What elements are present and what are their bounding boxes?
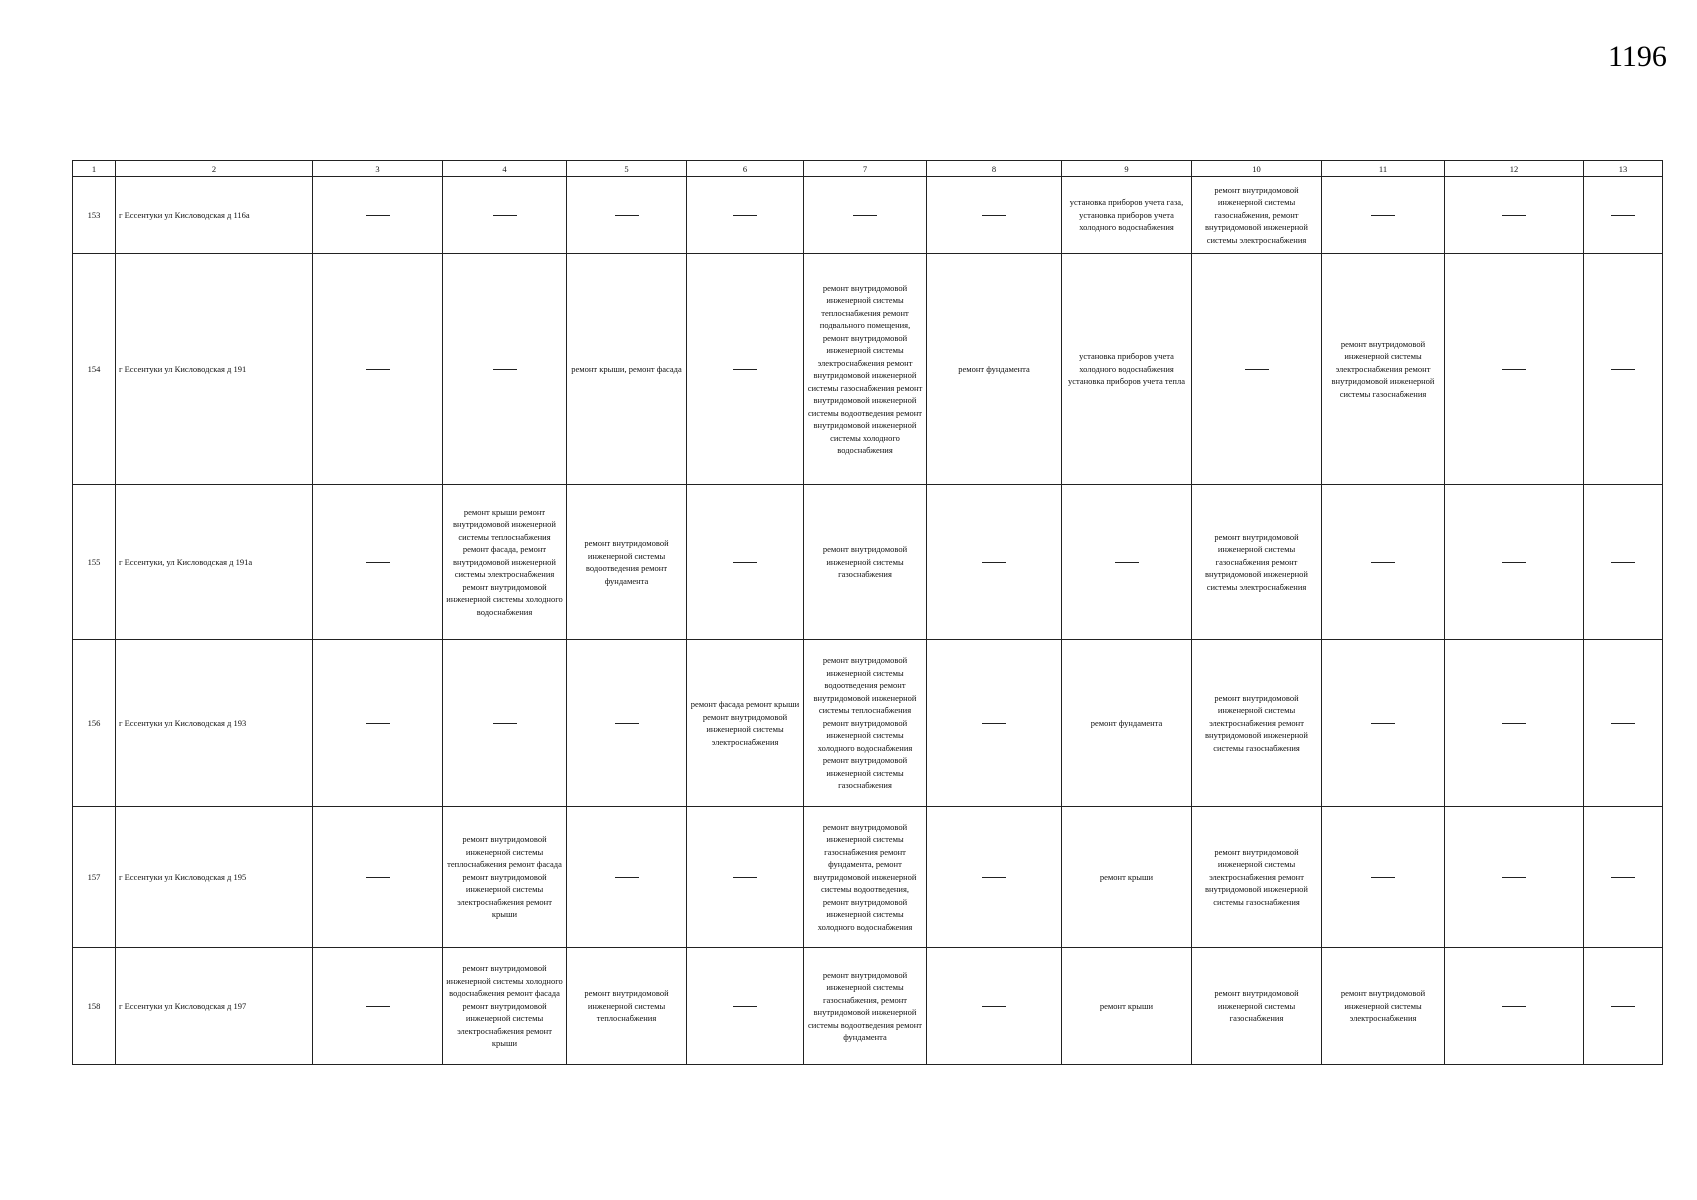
work-cell: ремонт внутридомовой инженерной системы холодного водоснабжения ремонт фасада ремонт внутридомовой инженерной системы электроснабжения ремонт крыши [443,948,567,1065]
empty-dash [982,877,1006,878]
work-cell [567,807,687,948]
column-header: 3 [313,161,443,177]
empty-dash [1115,562,1139,563]
empty-dash [1611,369,1635,370]
work-cell: ремонт фундамента [1062,640,1192,807]
column-header: 2 [116,161,313,177]
work-cell: ремонт внутридомовой инженерной системы электроснабжения ремонт внутридомовой инженерной системы газоснабжения [1192,807,1322,948]
work-cell: ремонт крыши [1062,807,1192,948]
work-cell: ремонт внутридомовой инженерной системы водоотведения ремонт фундамента [567,485,687,640]
work-cell [1584,254,1663,485]
work-cell [1584,485,1663,640]
address-cell: г Ессентуки, ул Кисловодская д 191а [116,485,313,640]
work-cell [313,177,443,254]
empty-dash [1611,723,1635,724]
empty-dash [733,562,757,563]
work-cell: ремонт внутридомовой инженерной системы газоснабжения [1192,948,1322,1065]
work-cell [313,807,443,948]
work-cell [804,177,927,254]
row-number-cell: 156 [73,640,116,807]
empty-dash [366,723,390,724]
column-header: 4 [443,161,567,177]
work-cell [1584,807,1663,948]
work-cell [1584,177,1663,254]
work-cell [687,254,804,485]
work-cell [1192,254,1322,485]
empty-dash [615,877,639,878]
table-row [73,177,1663,254]
column-header: 10 [1192,161,1322,177]
row-number-cell: 153 [73,177,116,254]
work-cell [687,177,804,254]
work-cell: ремонт внутридомовой инженерной системы газоснабжения, ремонт внутридомовой инженерной системы водоотведения ремонт фундамента [804,948,927,1065]
column-header: 13 [1584,161,1663,177]
empty-dash [1502,877,1526,878]
empty-dash [982,1006,1006,1007]
work-cell [1584,640,1663,807]
empty-dash [733,369,757,370]
address-cell: г Ессентуки ул Кисловодская д 195 [116,807,313,948]
empty-dash [733,1006,757,1007]
row-number-cell: 157 [73,807,116,948]
work-cell [567,640,687,807]
work-cell: ремонт фасада ремонт крыши ремонт внутридомовой инженерной системы электроснабжения [687,640,804,807]
table-row [73,485,1663,640]
work-cell [1584,948,1663,1065]
work-cell [927,948,1062,1065]
column-header: 5 [567,161,687,177]
work-cell [443,177,567,254]
work-cell [1445,254,1584,485]
empty-dash [1502,369,1526,370]
table-row [73,640,1663,807]
empty-dash [1611,215,1635,216]
work-cell: ремонт внутридомовой инженерной системы электроснабжения [1322,948,1445,1065]
work-cell: ремонт внутридомовой инженерной системы теплоснабжения ремонт фасада ремонт внутридомовой инженерной системы электроснабжения ремонт крыши [443,807,567,948]
column-header: 7 [804,161,927,177]
empty-dash [1371,723,1395,724]
empty-dash [1611,1006,1635,1007]
table-row [73,254,1663,485]
empty-dash [982,562,1006,563]
row-number-cell: 158 [73,948,116,1065]
column-header: 1 [73,161,116,177]
empty-dash [366,562,390,563]
work-cell: ремонт внутридомовой инженерной системы электроснабжения ремонт внутридомовой инженерной системы газоснабжения [1192,640,1322,807]
empty-dash [1502,723,1526,724]
empty-dash [493,723,517,724]
work-cell: ремонт внутридомовой инженерной системы электроснабжения ремонт внутридомовой инженерной системы газоснабжения [1322,254,1445,485]
work-cell: ремонт внутридомовой инженерной системы газоснабжения ремонт фундамента, ремонт внутридомовой инженерной системы водоотведения, ремонт внутридомовой инженерной системы холодного водоснабжения [804,807,927,948]
work-cell [927,640,1062,807]
work-cell [927,485,1062,640]
empty-dash [615,723,639,724]
empty-dash [1502,215,1526,216]
work-cell [1445,640,1584,807]
work-cell [1062,485,1192,640]
work-cell: ремонт внутридомовой инженерной системы газоснабжения ремонт внутридомовой инженерной системы электроснабжения [1192,485,1322,640]
work-cell [687,485,804,640]
empty-dash [366,369,390,370]
empty-dash [982,215,1006,216]
empty-dash [1611,877,1635,878]
empty-dash [366,215,390,216]
empty-dash [366,1006,390,1007]
empty-dash [733,877,757,878]
empty-dash [493,215,517,216]
address-cell: г Ессентуки ул Кисловодская д 191 [116,254,313,485]
column-header: 12 [1445,161,1584,177]
work-cell [313,640,443,807]
work-cell [687,948,804,1065]
column-header: 6 [687,161,804,177]
work-cell: ремонт внутридомовой инженерной системы газоснабжения, ремонт внутридомовой инженерной системы электроснабжения [1192,177,1322,254]
work-cell [567,177,687,254]
work-cell [1322,640,1445,807]
column-header: 9 [1062,161,1192,177]
work-cell: ремонт внутридомовой инженерной системы теплоснабжения ремонт подвального помещения, ремонт внутридомовой инженерной системы электроснабжения ремонт внутридомовой инженерной системы газоснабжения ремонт внутридомовой инженерной системы водоотведения ремонт внутридомовой инженерной системы холодного водоснабжения [804,254,927,485]
work-cell [1445,807,1584,948]
work-cell: ремонт внутридомовой инженерной системы теплоснабжения [567,948,687,1065]
work-cell [1322,807,1445,948]
work-cell: ремонт внутридомовой инженерной системы газоснабжения [804,485,927,640]
work-cell: ремонт крыши, ремонт фасада [567,254,687,485]
work-cell [1445,948,1584,1065]
work-cell [313,254,443,485]
empty-dash [853,215,877,216]
page-number: 1196 [1608,40,1667,73]
work-cell [1445,485,1584,640]
work-cell: ремонт крыши [1062,948,1192,1065]
empty-dash [1611,562,1635,563]
work-cell [927,177,1062,254]
repair-schedule-table [72,160,1663,1065]
work-cell: ремонт фундамента [927,254,1062,485]
work-cell [313,485,443,640]
table-row [73,807,1663,948]
empty-dash [1502,1006,1526,1007]
empty-dash [1371,562,1395,563]
empty-dash [1245,369,1269,370]
empty-dash [982,723,1006,724]
work-cell [313,948,443,1065]
column-number-header-row [73,161,1663,177]
address-cell: г Ессентуки ул Кисловодская д 197 [116,948,313,1065]
empty-dash [733,215,757,216]
empty-dash [366,877,390,878]
work-cell: ремонт внутридомовой инженерной системы водоотведения ремонт внутридомовой инженерной системы теплоснабжения ремонт внутридомовой инженерной системы холодного водоснабжения ремонт внутридомовой инженерной системы газоснабжения [804,640,927,807]
work-cell [927,807,1062,948]
work-cell [1322,485,1445,640]
empty-dash [1502,562,1526,563]
empty-dash [1371,215,1395,216]
column-header: 11 [1322,161,1445,177]
work-cell [443,640,567,807]
address-cell: г Ессентуки ул Кисловодская д 193 [116,640,313,807]
empty-dash [1371,877,1395,878]
row-number-cell: 154 [73,254,116,485]
work-cell [443,254,567,485]
work-cell: установка приборов учета холодного водоснабжения установка приборов учета тепла [1062,254,1192,485]
column-header: 8 [927,161,1062,177]
empty-dash [493,369,517,370]
address-cell: г Ессентуки ул Кисловодская д 116а [116,177,313,254]
row-number-cell: 155 [73,485,116,640]
work-cell [1445,177,1584,254]
table-row [73,948,1663,1065]
work-cell [687,807,804,948]
work-cell: установка приборов учета газа, установка приборов учета холодного водоснабжения [1062,177,1192,254]
work-cell: ремонт крыши ремонт внутридомовой инженерной системы теплоснабжения ремонт фасада, ремонт внутридомовой инженерной системы электроснабжения ремонт внутридомовой инженерной системы холодного водоснабжения [443,485,567,640]
empty-dash [615,215,639,216]
work-cell [1322,177,1445,254]
